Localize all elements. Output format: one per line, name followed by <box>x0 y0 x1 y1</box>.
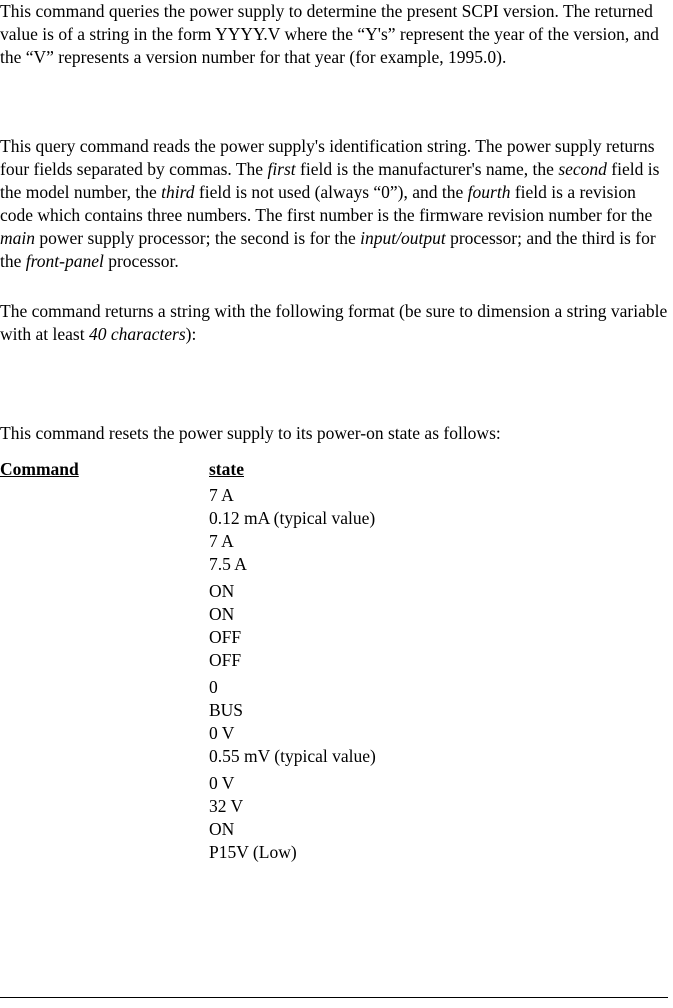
scpi-version-description: This command queries the power supply to determine the present SCPI version. The returned value is of a string in the form YYYY.V where the “Y's” represent the year of the version, and the “V” represents a version number for that year (for example, 1995.0). <box>0 1 659 67</box>
emphasis-40-characters: 40 characters <box>88 324 186 344</box>
emphasis-third: third <box>161 182 195 202</box>
state-value: OFF <box>209 627 242 647</box>
state-value: 0.12 mA (typical value) <box>209 508 376 528</box>
state-value: ON <box>209 819 235 839</box>
state-value: OFF <box>209 650 242 670</box>
state-value: P15V (Low) <box>209 842 297 862</box>
state-column-header: state <box>209 459 244 479</box>
state-value: 0 <box>209 677 218 697</box>
command-column-header: Command <box>0 459 79 479</box>
emphasis-first: first <box>267 159 296 179</box>
state-group <box>209 676 376 768</box>
state-group <box>209 484 376 576</box>
rst-description: This command resets the power supply to its power-on state as follows: <box>0 423 501 443</box>
state-group <box>209 772 376 864</box>
state-value: 32 V <box>209 796 244 816</box>
state-value: ON <box>209 604 235 624</box>
idn-format-description: The command returns a string with the following format (be sure to dimension a string variable with at least 40 characters): <box>0 301 668 344</box>
idn-description: This query command reads the power supply's identification string. The power supply returns four fields separated by commas. The first field is the manufacturer's name, the second field is the model number, the third field is not used (always “0”), and the fourth field is a revision code which contains three numbers. The first number is the firmware revision number for the main power supply processor; the second is for the input/output processor; and the third is for the front-panel processor. <box>0 136 660 271</box>
emphasis-fourth: fourth <box>467 182 511 202</box>
emphasis-front-panel: front-panel <box>25 251 104 271</box>
state-value: 7.5 A <box>209 554 247 574</box>
emphasis-main: main <box>0 228 35 248</box>
state-value: 0.55 mV (typical value) <box>209 746 376 766</box>
state-group <box>209 580 376 672</box>
state-value: 7 A <box>209 531 234 551</box>
emphasis-second: second <box>558 159 607 179</box>
footer-rule <box>0 997 668 998</box>
state-values-column <box>209 484 376 868</box>
emphasis-input-output: input/output <box>360 228 446 248</box>
state-value: 7 A <box>209 485 234 505</box>
state-value: ON <box>209 581 235 601</box>
state-value: 0 V <box>209 723 235 743</box>
state-value: BUS <box>209 700 244 720</box>
state-value: 0 V <box>209 773 235 793</box>
